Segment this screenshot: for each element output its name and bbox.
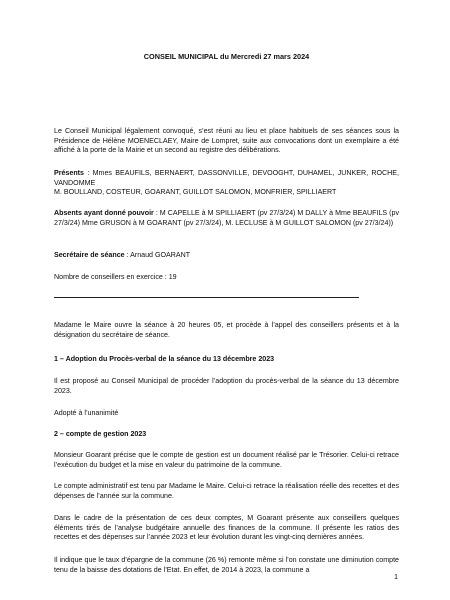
secretaire-paragraph bbox=[54, 251, 399, 261]
presents-text: : Mmes BEAUFILS, BERNAERT, DASSONVILLE, DEVOOGHT, DUHAMEL, JUNKER, ROCHE, VANDOMME bbox=[54, 169, 399, 187]
section-2-paragraph-4: Il indique que le taux d’épargne de la commune (26 %) remonte même si l’on constate une diminution compte tenu de la baisse des dotations de l’Etat. En effet, de 2014 à 2023, la commune a bbox=[54, 556, 399, 574]
opening-paragraph: Madame le Maire ouvre la séance à 20 heures 05, et procède à l’appel des conseillers présents et à la désignation du secrétaire de séance. bbox=[54, 321, 399, 339]
presents-label: Présents bbox=[54, 169, 84, 177]
separator-line bbox=[54, 297, 359, 298]
section-1-title: 1 – Adoption du Procès-verbal de la séance du 13 décembre 2023 bbox=[54, 355, 275, 363]
secretaire-label: Secrétaire de séance bbox=[54, 251, 125, 259]
section-2-paragraph-3: Dans le cadre de la présentation de ces deux comptes, M Goarant présente aux conseillers quelques éléments tirés de l’analyse budgétaire annuelle des finances de la commune. Il présente les ratios des recettes et des dépenses sur l’année 2023 et leur évolution durant les vingt-cinq dernières années. bbox=[54, 514, 399, 542]
section-1-text: Il est proposé au Conseil Municipal de procéder l’adoption du procès-verbal de la séance du 13 décembre 2023. bbox=[54, 377, 399, 395]
absents-text: : M CAPELLE à M SPILLIAERT (pv 27/3/24) M DALLY à Mme BEAUFILS (pv 27/3/24) Mme GRUSON à M GOARANT (pv 27/3/24), M. LECLUSE à M GUILLOT SALOMON (pv 27/3/24)) bbox=[54, 209, 400, 227]
section-1-adopted: Adopté à l’unanimité bbox=[54, 409, 119, 417]
secretaire-text: : Arnaud GOARANT bbox=[124, 251, 191, 259]
section-2-paragraph-2: Le compte administratif est tenu par Madame le Maire. Celui-ci retrace la réalisation réelle des recettes et des dépenses de l’année sur la commune. bbox=[54, 482, 399, 500]
presents-paragraph bbox=[54, 169, 399, 198]
section-2-title: 2 – compte de gestion 2023 bbox=[54, 430, 147, 438]
document-title: CONSEIL MUNICIPAL du Mercredi 27 mars 2024 bbox=[143, 52, 310, 61]
presents-line2: M. BOULLAND, COSTEUR, GOARANT, GUILLOT SALOMON, MONFRIER, SPILLIAERT bbox=[54, 188, 337, 197]
section-2-paragraph-1: Monsieur Goarant précise que le compte de gestion est un document réalisé par le Trésorier. Celui-ci retrace l’exécution du budget et la mise en valeur du patrimoine de la commune. bbox=[54, 451, 399, 469]
absents-paragraph bbox=[54, 209, 399, 228]
conseillers-count: Nombre de conseillers en exercice : 19 bbox=[54, 273, 177, 281]
page-number: 1 bbox=[393, 572, 398, 581]
absents-label: Absents ayant donné pouvoir bbox=[54, 209, 154, 217]
intro-paragraph: Le Conseil Municipal légalement convoqué, s’est réuni au lieu et place habituels de ses séances sous la Présidence de Hélène MOENECLAEY, Maire de Lompret, suite aux convocations dont un exemplaire a été affiché à la porte de la Mairie et un second au registre des délibérations. bbox=[54, 127, 399, 155]
